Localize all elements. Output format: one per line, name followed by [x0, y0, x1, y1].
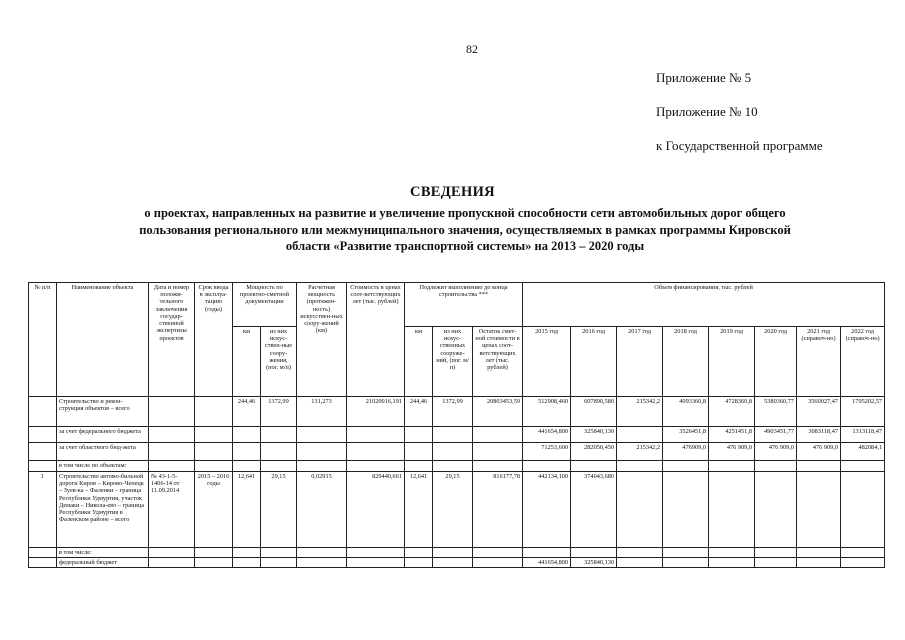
cell-cost: 829440,661 [347, 472, 405, 548]
cell-cap-artificial [261, 427, 297, 443]
cell-calc-capacity [297, 443, 347, 461]
cell-cost [347, 427, 405, 443]
cell-term: 2015 – 2016 годы [195, 472, 233, 548]
appendix-line-3: к Государственной программе [656, 138, 823, 153]
header-cost: Стоимость в ценах соот-ветствующих лет (тыс. рублей) [347, 283, 405, 397]
cell-cap-km [233, 427, 261, 443]
cell-calc-capacity: 131,273 [297, 397, 347, 427]
table-row-including [29, 461, 885, 472]
header-num: № п/п [29, 283, 57, 397]
header-done-km: км [405, 327, 433, 397]
cell-name: в том числе по объектам: [57, 461, 149, 472]
cell-2021: 3083118,47 [797, 427, 841, 443]
cell-2015: 71253,600 [523, 443, 571, 461]
cell-2017 [617, 427, 663, 443]
cell-num [29, 461, 57, 472]
cell-2020: 4903451,77 [755, 427, 797, 443]
cell-2017: 215342,2 [617, 443, 663, 461]
cell-term [195, 443, 233, 461]
header-done-artificial: из них искус-ственных сооруже-ний, (пог. м/п) [433, 327, 473, 397]
cell-name: за счет областного бюд-жета [57, 443, 149, 461]
header-funding: Объем финансирования, тыс. рублей [523, 283, 885, 327]
page-number: 82 [466, 42, 478, 56]
cell-2020: 476 909,0 [755, 443, 797, 461]
cell-done-rest [473, 427, 523, 443]
header-capacity: Мощность по проектно-сметной документации [233, 283, 297, 327]
document-title: СВЕДЕНИЯ [410, 184, 495, 200]
header-done-rest: Остаток смет-ной стоимости в ценах соот-ветствующих лет (тыс. рублей) [473, 327, 523, 397]
cell-2019: 476 909,0 [709, 443, 755, 461]
cell-cap-km: 244,46 [233, 397, 261, 427]
cell-2021: 3560027,47 [797, 397, 841, 427]
cell-2016: 374043,680 [571, 472, 617, 548]
table-row-regional [29, 443, 885, 461]
cell-name: Строительство автомо-бильной дороги Киров – Кирово-Чепецк – Зуев-ка – Фаленки – граница Республики Удмуртия, участок Демаки – Никола-ево – граница Республики Удмуртия в Фаленском районе – всего [57, 472, 149, 548]
cell-expertise [149, 443, 195, 461]
subtitle-line-3: области «Развитие транспортной системы» на 2013 – 2020 годы [285, 239, 645, 253]
header-term: Срок ввода в эксплуа-тацию (годы) [195, 283, 233, 397]
cell-2015: 512908,460 [523, 397, 571, 427]
header-2016: 2016 год [571, 327, 617, 397]
cell-done-km [405, 427, 433, 443]
cell-2015: 441654,800 [523, 558, 571, 568]
header-cap-artificial: из них искус-ствен-ные соору-жения, (пог. м/п) [261, 327, 297, 397]
table-row-object [29, 472, 885, 548]
cell-term [195, 397, 233, 427]
cell-term [195, 427, 233, 443]
cell-2016: 282050,450 [571, 443, 617, 461]
cell-cost [347, 443, 405, 461]
cell-num [29, 558, 57, 568]
cell-name: за счет федерального бюджета [57, 427, 149, 443]
cell-cap-artificial: 29,15 [261, 472, 297, 548]
cell-expertise [149, 427, 195, 443]
cell-done-km: 244,46 [405, 397, 433, 427]
cell-num: 1 [29, 472, 57, 548]
cell-2020: 5380360,77 [755, 397, 797, 427]
cell-2022: 1795202,57 [841, 397, 885, 427]
cell-2016: 607890,580 [571, 397, 617, 427]
cell-2016: 325840,130 [571, 558, 617, 568]
cell-2016: 325840,130 [571, 427, 617, 443]
header-2020: 2020 год [755, 327, 797, 397]
cell-cost: 21020016,191 [347, 397, 405, 427]
cell-done-artificial [433, 427, 473, 443]
cell-2018: 3526451,8 [663, 427, 709, 443]
header-name: Наименование объекта [57, 283, 149, 397]
cell-done-km [405, 443, 433, 461]
cell-done-artificial: 1372,99 [433, 397, 473, 427]
cell-calc-capacity: 0,02915 [297, 472, 347, 548]
header-2021: 2021 год (справоч-но) [797, 327, 841, 397]
cell-2022: 482084,1 [841, 443, 885, 461]
cell-num [29, 548, 57, 558]
table-row-federal-budget [29, 558, 885, 568]
cell-num [29, 427, 57, 443]
header-2015: 2015 год [523, 327, 571, 397]
document-subtitle [55, 205, 875, 255]
cell-calc-capacity [297, 427, 347, 443]
appendix-line-1: Приложение № 5 [656, 70, 752, 85]
cell-cap-artificial [261, 443, 297, 461]
cell-done-km: 12,641 [405, 472, 433, 548]
cell-cap-artificial: 1372,99 [261, 397, 297, 427]
cell-2022: 1313118,47 [841, 427, 885, 443]
table-row-federal [29, 427, 885, 443]
appendix-line-2: Приложение № 10 [656, 104, 758, 119]
cell-num [29, 397, 57, 427]
cell-2021: 476 909,0 [797, 443, 841, 461]
header-to-complete: Подлежит выполнению до конца строительства *** [405, 283, 523, 327]
cell-2015: 441654,800 [523, 427, 571, 443]
cell-done-artificial [433, 443, 473, 461]
subtitle-line-1: о проектах, направленных на развитие и увеличение пропускной способности сети автомобильных дорог общего [144, 206, 786, 220]
cell-name: в том числе: [57, 548, 149, 558]
cell-2015: 442134,100 [523, 472, 571, 548]
cell-name: федеральный бюджет [57, 558, 149, 568]
cell-2018: 4093360,8 [663, 397, 709, 427]
cell-done-rest [473, 443, 523, 461]
cell-2018: 476909,0 [663, 443, 709, 461]
cell-expertise [149, 397, 195, 427]
cell-expertise: № 43-1-5-1406-14 от 11.09.2014 [149, 472, 195, 548]
header-2019: 2019 год [709, 327, 755, 397]
cell-2019: 4251451,8 [709, 427, 755, 443]
table-row-total [29, 397, 885, 427]
cell-name: Строительство и рекон-струкция объектов – всего [57, 397, 149, 427]
cell-2017: 215342,2 [617, 397, 663, 427]
subtitle-line-2: пользования регионального или межмуниципального значения, осуществляемых в рамках программы Кировской [139, 222, 791, 237]
header-2017: 2017 год [617, 327, 663, 397]
cell-done-rest: 20803453,59 [473, 397, 523, 427]
header-2022: 2022 год (справоч-но) [841, 327, 885, 397]
cell-num [29, 443, 57, 461]
projects-table [28, 282, 885, 568]
cell-cap-km: 12,641 [233, 472, 261, 548]
header-cap-km: км [233, 327, 261, 397]
header-expertise: Дата и номер положи-тельного заключения государ-ственной экспертизы проектов [149, 283, 195, 397]
table-row-including-2 [29, 548, 885, 558]
cell-cap-km [233, 443, 261, 461]
cell-done-rest: 816177,78 [473, 472, 523, 548]
cell-done-artificial: 29,15 [433, 472, 473, 548]
cell-2019: 4728360,8 [709, 397, 755, 427]
header-calc-capacity: Расчетная мощность (протяжен-ность) искусствен-ных соору-жений (км) [297, 283, 347, 397]
header-2018: 2018 год [663, 327, 709, 397]
